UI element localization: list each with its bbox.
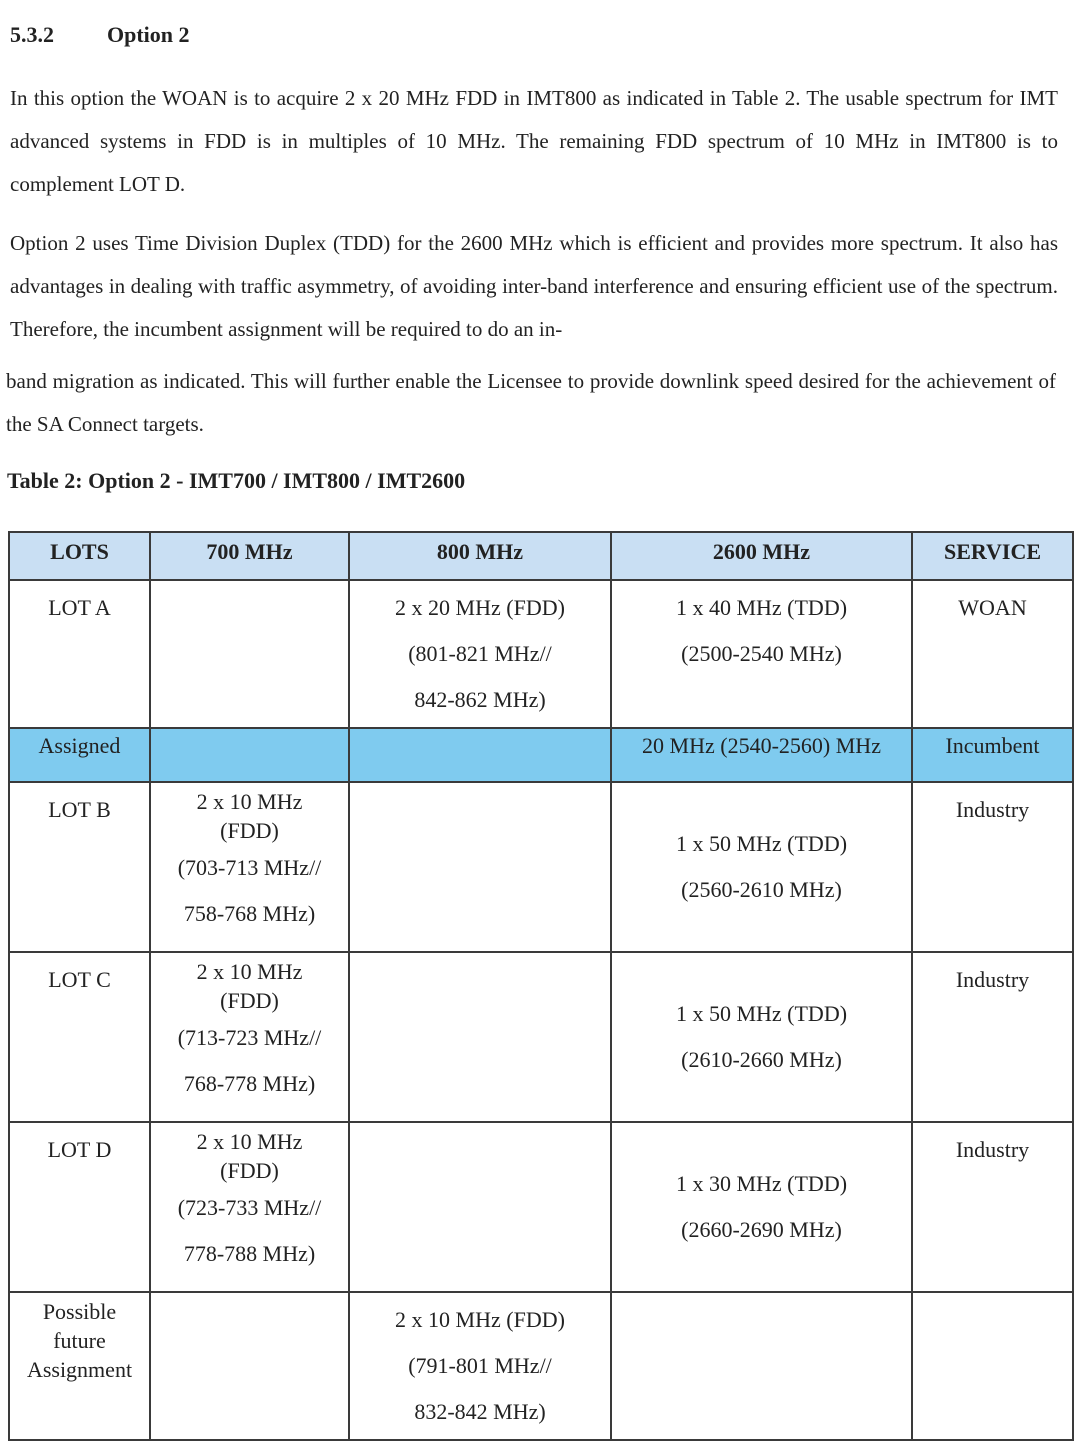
row-future-assignment (9, 1292, 1073, 1440)
future-line1: Possible (42, 1299, 117, 1324)
assigned-700mhz (150, 728, 349, 782)
lot-b-name: LOT B (9, 782, 150, 952)
lot-c-700-line3: (713-723 MHz// (177, 1025, 322, 1050)
future-800-line2: (791-801 MHz// (408, 1353, 552, 1378)
lot-a-2600-line2: (2500-2540 MHz) (681, 641, 842, 666)
lot-b-700-line2: (FDD) (220, 818, 279, 843)
lot-c-2600-line2: (2610-2660 MHz) (681, 1047, 842, 1072)
future-line3: Assignment (26, 1357, 133, 1382)
paragraph-1: In this option the WOAN is to acquire 2 x 20 MHz FDD in IMT800 as indicated in Table 2. The usable spectrum for IMT advanced systems in FDD is in multiples of 10 MHz. The remaining FDD spectrum of 10 MHz in IMT800 is to complement LOT D. (10, 86, 1058, 196)
row-lot-a (9, 580, 1073, 728)
future-800-line3: 832-842 MHz) (414, 1399, 546, 1424)
lot-a-700mhz (150, 580, 349, 728)
lot-b-800mhz (349, 782, 611, 952)
lot-d-800mhz (349, 1122, 611, 1292)
lot-a-name: LOT A (9, 580, 150, 728)
lot-a-800-line1: 2 x 20 MHz (FDD) (395, 595, 565, 620)
section-title: Option 2 (107, 22, 190, 47)
assigned-name: Assigned (9, 728, 150, 782)
lot-d-700-line4: 778-788 MHz) (183, 1241, 316, 1266)
future-name (9, 1292, 150, 1440)
lot-c-700-line1: 2 x 10 MHz (196, 959, 303, 984)
assigned-service: Incumbent (912, 728, 1073, 782)
lot-b-2600-line1: 1 x 50 MHz (TDD) (675, 831, 848, 856)
header-2600mhz: 2600 MHz (611, 532, 912, 580)
header-700mhz: 700 MHz (150, 532, 349, 580)
future-800-line1: 2 x 10 MHz (FDD) (395, 1307, 565, 1332)
lot-a-800-line2: (801-821 MHz// (408, 641, 552, 666)
lot-b-2600-line2: (2560-2610 MHz) (681, 877, 842, 902)
lot-a-2600mhz (611, 580, 912, 728)
lot-b-700-line4: 758-768 MHz) (183, 901, 316, 926)
lot-a-service: WOAN (912, 580, 1073, 728)
spectrum-lots-table (8, 531, 1074, 1441)
lot-c-700mhz (150, 952, 349, 1122)
lot-c-800mhz (349, 952, 611, 1122)
row-lot-c (9, 952, 1073, 1122)
lot-d-700-line2: (FDD) (220, 1158, 279, 1183)
lot-c-700-line2: (FDD) (220, 988, 279, 1013)
lot-a-800-line3: 842-862 MHz) (414, 687, 546, 712)
section-heading (10, 22, 190, 48)
lot-b-700-line3: (703-713 MHz// (177, 855, 322, 880)
lot-d-700-line1: 2 x 10 MHz (196, 1129, 303, 1154)
future-line2: future (53, 1328, 106, 1353)
lot-b-700mhz (150, 782, 349, 952)
row-assigned (9, 728, 1073, 782)
lot-b-2600mhz (611, 782, 912, 952)
lot-d-2600-line1: 1 x 30 MHz (TDD) (675, 1171, 848, 1196)
lot-d-service: Industry (912, 1122, 1073, 1292)
lot-c-2600-line1: 1 x 50 MHz (TDD) (675, 1001, 848, 1026)
lot-c-service: Industry (912, 952, 1073, 1122)
section-number: 5.3.2 (10, 22, 54, 47)
header-800mhz: 800 MHz (349, 532, 611, 580)
table-header-row (9, 532, 1073, 580)
lot-b-service: Industry (912, 782, 1073, 952)
table-caption: Table 2: Option 2 - IMT700 / IMT800 / IMT2600 (7, 468, 466, 493)
paragraph-3: band migration as indicated. This will further enable the Licensee to provide downlink speed desired for the achievement of the SA Connect targets. (6, 369, 1056, 436)
future-service (912, 1292, 1073, 1440)
lot-d-2600mhz (611, 1122, 912, 1292)
future-700mhz (150, 1292, 349, 1440)
future-800mhz (349, 1292, 611, 1440)
header-lots: LOTS (9, 532, 150, 580)
lot-d-700mhz (150, 1122, 349, 1292)
row-lot-b (9, 782, 1073, 952)
assigned-800mhz (349, 728, 611, 782)
lot-c-name: LOT C (9, 952, 150, 1122)
row-lot-d (9, 1122, 1073, 1292)
lot-a-800mhz (349, 580, 611, 728)
lot-d-700-line3: (723-733 MHz// (177, 1195, 322, 1220)
assigned-2600mhz: 20 MHz (2540-2560) MHz (611, 728, 912, 782)
lot-d-name: LOT D (9, 1122, 150, 1292)
header-service: SERVICE (912, 532, 1073, 580)
lot-a-2600-line1: 1 x 40 MHz (TDD) (675, 595, 848, 620)
lot-d-2600-line2: (2660-2690 MHz) (681, 1217, 842, 1242)
paragraph-2: Option 2 uses Time Division Duplex (TDD) for the 2600 MHz which is efficient and provides more spectrum. It also has advantages in dealing with traffic asymmetry, of avoiding inter-band interference and ensuring efficient use of the spectrum. Therefore, the incumbent assignment will be required to do an in- (10, 231, 1058, 341)
lot-c-2600mhz (611, 952, 912, 1122)
future-2600mhz (611, 1292, 912, 1440)
lot-b-700-line1: 2 x 10 MHz (196, 789, 303, 814)
lot-c-700-line4: 768-778 MHz) (183, 1071, 316, 1096)
